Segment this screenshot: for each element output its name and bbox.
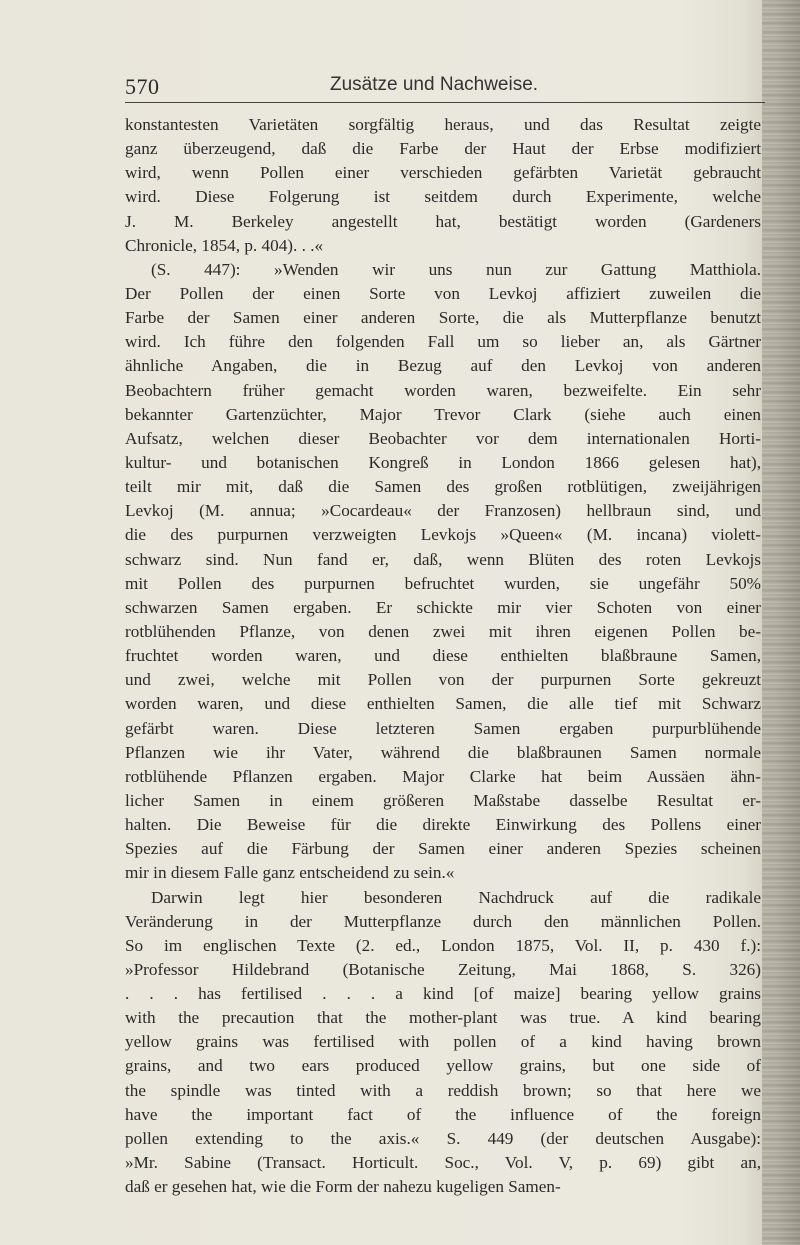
text-line: So im englischen Texte (2. ed., London 1875, Vol. II, p. 430 f.): <box>125 935 761 955</box>
text-line: wird, wenn Pollen einer verschieden gefärbten Varietät gebraucht <box>125 163 761 183</box>
text-line: yellow grains was fertilised with pollen of a kind having brown <box>125 1032 761 1052</box>
text-line: mir in diesem Falle ganz entscheidend zu sein.« <box>125 863 455 883</box>
text-line: Darwin legt hier besonderen Nachdruck auf die radikale <box>151 887 761 907</box>
text-line: »Mr. Sabine (Transact. Horticult. Soc., Vol. V, p. 69) gibt an, <box>125 1153 761 1173</box>
text-line: schwarzen Samen ergaben. Er schickte mir vier Schoten von einer <box>125 597 761 617</box>
text-line: schwarz sind. Nun fand er, daß, wenn Blüten des roten Levkojs <box>125 549 761 569</box>
text-line: licher Samen in einem größeren Maßstabe dasselbe Resultat er- <box>125 790 761 810</box>
text-line: Spezies auf die Färbung der Samen einer anderen Spezies scheinen <box>125 839 761 859</box>
text-line: mit Pollen des purpurnen befruchtet wurden, sie ungefähr 50% <box>125 573 761 593</box>
text-line: rotblühenden Pflanze, von denen zwei mit ihren eigenen Pollen be- <box>125 621 761 641</box>
paragraph <box>125 886 761 1200</box>
text-line: konstantesten Varietäten sorgfältig heraus, und das Resultat zeigte <box>125 115 761 134</box>
page-header <box>125 74 765 104</box>
text-line: und zwei, welche mit Pollen von der purpurnen Sorte gekreuzt <box>125 670 761 690</box>
text-line: wird. Ich führe den folgenden Fall um so lieber an, als Gärtner <box>125 332 761 352</box>
text-line: have the important fact of the influence of the foreign <box>125 1104 761 1124</box>
paragraph <box>125 258 761 886</box>
text-line: Der Pollen der einen Sorte von Levkoj affiziert zuweilen die <box>125 283 761 303</box>
text-line: Aufsatz, welchen dieser Beobachter vor dem internationalen Horti- <box>125 428 761 448</box>
text-line: worden waren, und diese enthielten Samen, die alle tief mit Schwarz <box>125 694 761 714</box>
text-line: ähnliche Angaben, die in Bezug auf den Levkoj von anderen <box>125 356 761 376</box>
page-edge-shadow <box>762 0 800 1245</box>
text-line: grains, and two ears produced yellow grains, but one side of <box>125 1056 761 1076</box>
text-line: . . . has fertilised . . . a kind [of maize] bearing yellow grains <box>125 984 761 1004</box>
text-line: teilt mir mit, daß die Samen des großen rotblütigen, zweijährigen <box>125 477 761 497</box>
text-line: Chronicle, 1854, p. 404). . .« <box>125 235 324 255</box>
text-line: wird. Diese Folgerung ist seitdem durch Experimente, welche <box>125 187 761 207</box>
text-line: die des purpurnen verzweigten Levkojs »Queen« (M. incana) violett- <box>125 525 761 545</box>
paragraph <box>125 113 761 258</box>
text-line: J. M. Berkeley angestellt hat, bestätigt worden (Gardeners <box>125 211 761 231</box>
text-line: ganz überzeugend, daß die Farbe der Haut der Erbse modifiziert <box>125 139 761 159</box>
text-line: halten. Die Beweise für die direkte Einwirkung des Pollens einer <box>125 815 761 835</box>
page-number: 570 <box>125 74 160 99</box>
running-title: Zusätze und Nachweise. <box>330 74 539 95</box>
text-line: Pflanzen wie ihr Vater, während die blaßbraunen Samen normale <box>125 742 761 762</box>
text-line: the spindle was tinted with a reddish brown; so that here we <box>125 1080 761 1100</box>
text-line: »Professor Hildebrand (Botanische Zeitung, Mai 1868, S. 326) <box>125 959 761 979</box>
text-line: fruchtet worden waren, und diese enthielten blaßbraune Samen, <box>125 646 761 666</box>
text-line: with the precaution that the mother-plant was true. A kind bearing <box>125 1008 761 1028</box>
text-line: pollen extending to the axis.« S. 449 (der deutschen Ausgabe): <box>125 1128 761 1148</box>
text-line: Veränderung in der Mutterpflanze durch den männlichen Pollen. <box>125 911 761 931</box>
text-line: gefärbt waren. Diese letzteren Samen ergaben purpurblühende <box>125 718 761 738</box>
header-rule <box>125 102 765 103</box>
text-line: bekannter Gartenzüchter, Major Trevor Clark (siehe auch einen <box>125 404 761 424</box>
text-line: daß er gesehen hat, wie die Form der nahezu kugeligen Samen- <box>125 1177 561 1197</box>
text-line: (S. 447): »Wenden wir uns nun zur Gattung Matthiola. <box>151 259 761 279</box>
text-line: kultur- und botanischen Kongreß in London 1866 gelesen hat), <box>125 452 761 472</box>
body-text <box>125 113 761 1199</box>
text-line: Levkoj (M. annua; »Cocardeau« der Franzosen) hellbraun sind, und <box>125 501 761 521</box>
text-line: Farbe der Samen einer anderen Sorte, die als Mutterpflanze benutzt <box>125 308 761 328</box>
text-line: rotblühende Pflanzen ergaben. Major Clarke hat beim Aussäen ähn- <box>125 766 761 786</box>
text-line: Beobachtern früher gemacht worden waren, bezweifelte. Ein sehr <box>125 380 761 400</box>
